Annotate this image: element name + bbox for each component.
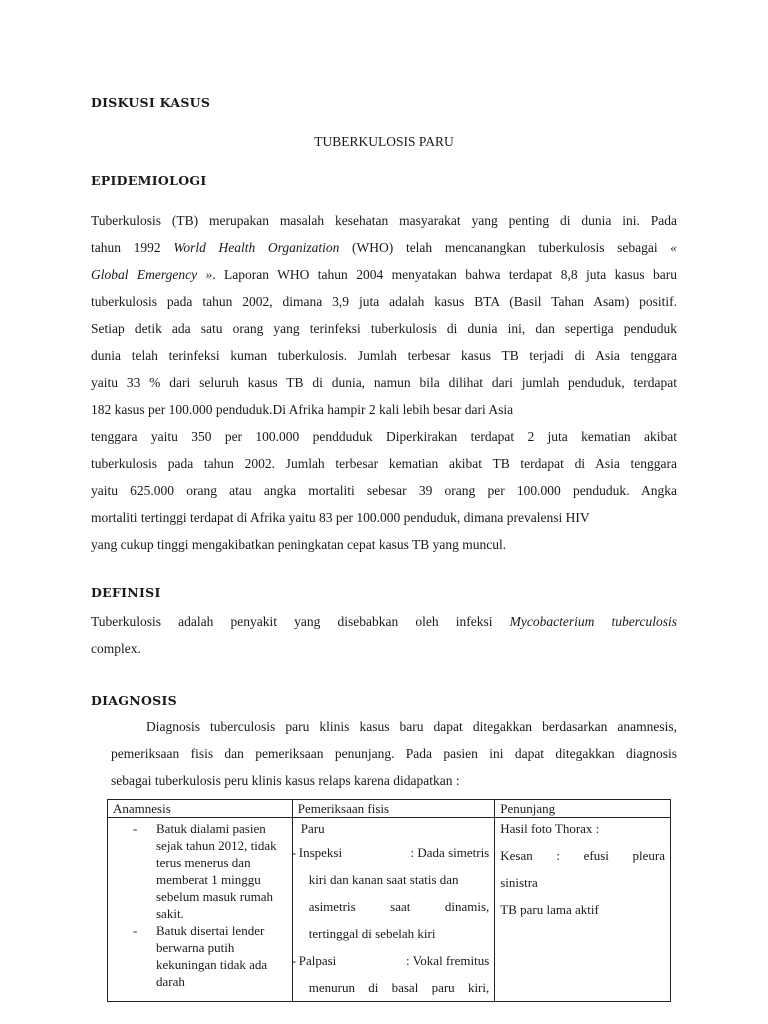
definisi-paragraph bbox=[91, 608, 677, 662]
penunjang-line: sinistra bbox=[500, 875, 538, 890]
paragraph-line: yang cukup tinggi mengakibatkan peningkatan cepat kasus TB yang muncul. bbox=[91, 537, 507, 552]
paragraph-line: Tuberkulosis (TB) merupakan masalah kesehatan masyarakat yang penting di dunia ini. Pada bbox=[91, 213, 677, 228]
paragraph-line: sebagai tuberkulosis peru klinis kasus relaps karena didapatkan : bbox=[111, 773, 460, 788]
paragraph-line: mortaliti tertinggi terdapat di Afrika yaitu 83 per 100.000 penduduk, dimana prevalensi HIV bbox=[91, 510, 590, 525]
paragraph-line: yaitu 33 % dari seluruh kasus TB di dunia, namun bila dilihat dari jumlah penduduk, terdapat bbox=[91, 375, 677, 390]
fisis-row bbox=[291, 839, 490, 866]
inspeksi-label: Inspeksi bbox=[298, 845, 343, 860]
paragraph-line bbox=[91, 261, 677, 288]
fisis-row bbox=[291, 947, 490, 974]
text-run: : bbox=[556, 848, 560, 863]
paragraph-line: pemeriksaan fisis dan pemeriksaan penunjang. Pada pasien ini dapat ditegakkan diagnosis bbox=[111, 746, 677, 761]
section-heading-diskusi: DISKUSI KASUS bbox=[91, 95, 211, 110]
inspeksi-text: asimetris saat dinamis, bbox=[308, 899, 490, 914]
fisis-paru-label: Paru bbox=[300, 821, 325, 836]
text-run: Kesan bbox=[500, 848, 533, 863]
anamnesis-list bbox=[113, 820, 287, 990]
penunjang-line: TB paru lama aktif bbox=[500, 902, 599, 917]
fisis-inspeksi bbox=[291, 839, 490, 947]
penunjang-kesan-row bbox=[500, 842, 665, 869]
paragraph-line: yaitu 625.000 orang atau angka mortaliti sebesar 39 orang per 100.000 penduduk. Angka bbox=[91, 483, 677, 498]
penunjang-line: Hasil foto Thorax : bbox=[500, 821, 600, 836]
inspeksi-text: tertinggal di sebelah kiri bbox=[308, 926, 436, 941]
dash-marker: - bbox=[291, 845, 297, 860]
paragraph-line: Diagnosis tuberculosis paru klinis kasus baru dapat ditegakkan berdasarkan anamnesis, bbox=[146, 719, 677, 734]
text-run-italic: Mycobacterium tuberculosis bbox=[509, 614, 678, 629]
paragraph-line: tuberkulosis pada tahun 2002, dimana 3,9 juta adalah kasus BTA (Basil Tahan Asam) positif. bbox=[91, 294, 677, 309]
paragraph-line: complex. bbox=[91, 641, 141, 656]
text-run-italic: World Health Organization bbox=[173, 240, 340, 255]
paragraph-line: dunia telah terinfeksi kuman tuberkulosis. Jumlah terbesar kasus TB terjadi di Asia tenggara bbox=[91, 348, 677, 363]
paragraph-line bbox=[91, 234, 677, 261]
table-header-cell: Anamnesis bbox=[108, 800, 293, 818]
section-heading-definisi: DEFINISI bbox=[91, 585, 161, 600]
text-run-italic: Global Emergency » bbox=[91, 267, 213, 282]
dash-marker: - bbox=[291, 953, 297, 968]
paragraph-line: tenggara yaitu 350 per 100.000 pendduduk Diperkirakan terdapat 2 juta kematian akibat bbox=[91, 429, 677, 444]
paragraph-line: 182 kasus per 100.000 penduduk.Di Afrika hampir 2 kali lebih besar dari Asia bbox=[91, 402, 514, 417]
text-run: Tuberkulosis adalah penyakit yang disebabkan oleh infeksi bbox=[91, 614, 510, 629]
text-run: (WHO) telah mencanangkan tuberkulosis sebagai bbox=[339, 240, 671, 255]
table-header-cell: Penunjang bbox=[495, 800, 671, 818]
table-cell-anamnesis bbox=[108, 818, 293, 1002]
text-run: tahun 1992 bbox=[91, 240, 174, 255]
section-heading-diagnosis: DIAGNOSIS bbox=[91, 693, 177, 708]
table-row bbox=[108, 818, 671, 1002]
text-run: efusi bbox=[583, 848, 609, 863]
paragraph-line bbox=[91, 608, 677, 635]
palpasi-text: menurun di basal paru kiri, bbox=[308, 980, 490, 995]
text-run-italic: « bbox=[670, 240, 677, 255]
diagnosis-paragraph bbox=[111, 713, 677, 794]
paragraph-line: tuberkulosis pada tahun 2002. Jumlah terbesar kematian akibat TB terdapat di Asia tenggara bbox=[91, 456, 677, 471]
section-heading-epidemiologi: EPIDEMIOLOGI bbox=[91, 173, 207, 188]
paragraph-line: Setiap detik ada satu orang yang terinfeksi tuberkulosis di dunia ini, dan sepertiga penduduk bbox=[91, 321, 677, 336]
epidemiologi-paragraph bbox=[91, 207, 677, 558]
table-header-row bbox=[108, 800, 671, 818]
document-title: TUBERKULOSIS PARU bbox=[314, 134, 454, 149]
inspeksi-text: kiri dan kanan saat statis dan bbox=[308, 872, 459, 887]
table-cell-penunjang bbox=[495, 818, 671, 1002]
text-run: . Laporan WHO tahun 2004 menyatakan bahwa terdapat 8,8 juta kasus baru bbox=[212, 267, 677, 282]
list-item: - Batuk dialami pasien sejak tahun 2012, tidak terus menerus dan memberat 1 minggu sebelum masuk rumah sakit. bbox=[113, 820, 287, 922]
palpasi-label: Palpasi bbox=[298, 953, 337, 968]
findings-table bbox=[107, 799, 671, 1002]
fisis-palpasi bbox=[291, 947, 490, 1001]
table-header-cell: Pemeriksaan fisis bbox=[292, 800, 495, 818]
inspeksi-colon-text: : Dada simetris bbox=[410, 845, 490, 860]
palpasi-colon-text: : Vokal fremitus bbox=[405, 953, 490, 968]
list-item: - Batuk disertai lender berwarna putih kekuningan tidak ada darah bbox=[113, 922, 287, 990]
text-run: pleura bbox=[632, 848, 665, 863]
table-cell-fisis bbox=[292, 818, 495, 1002]
